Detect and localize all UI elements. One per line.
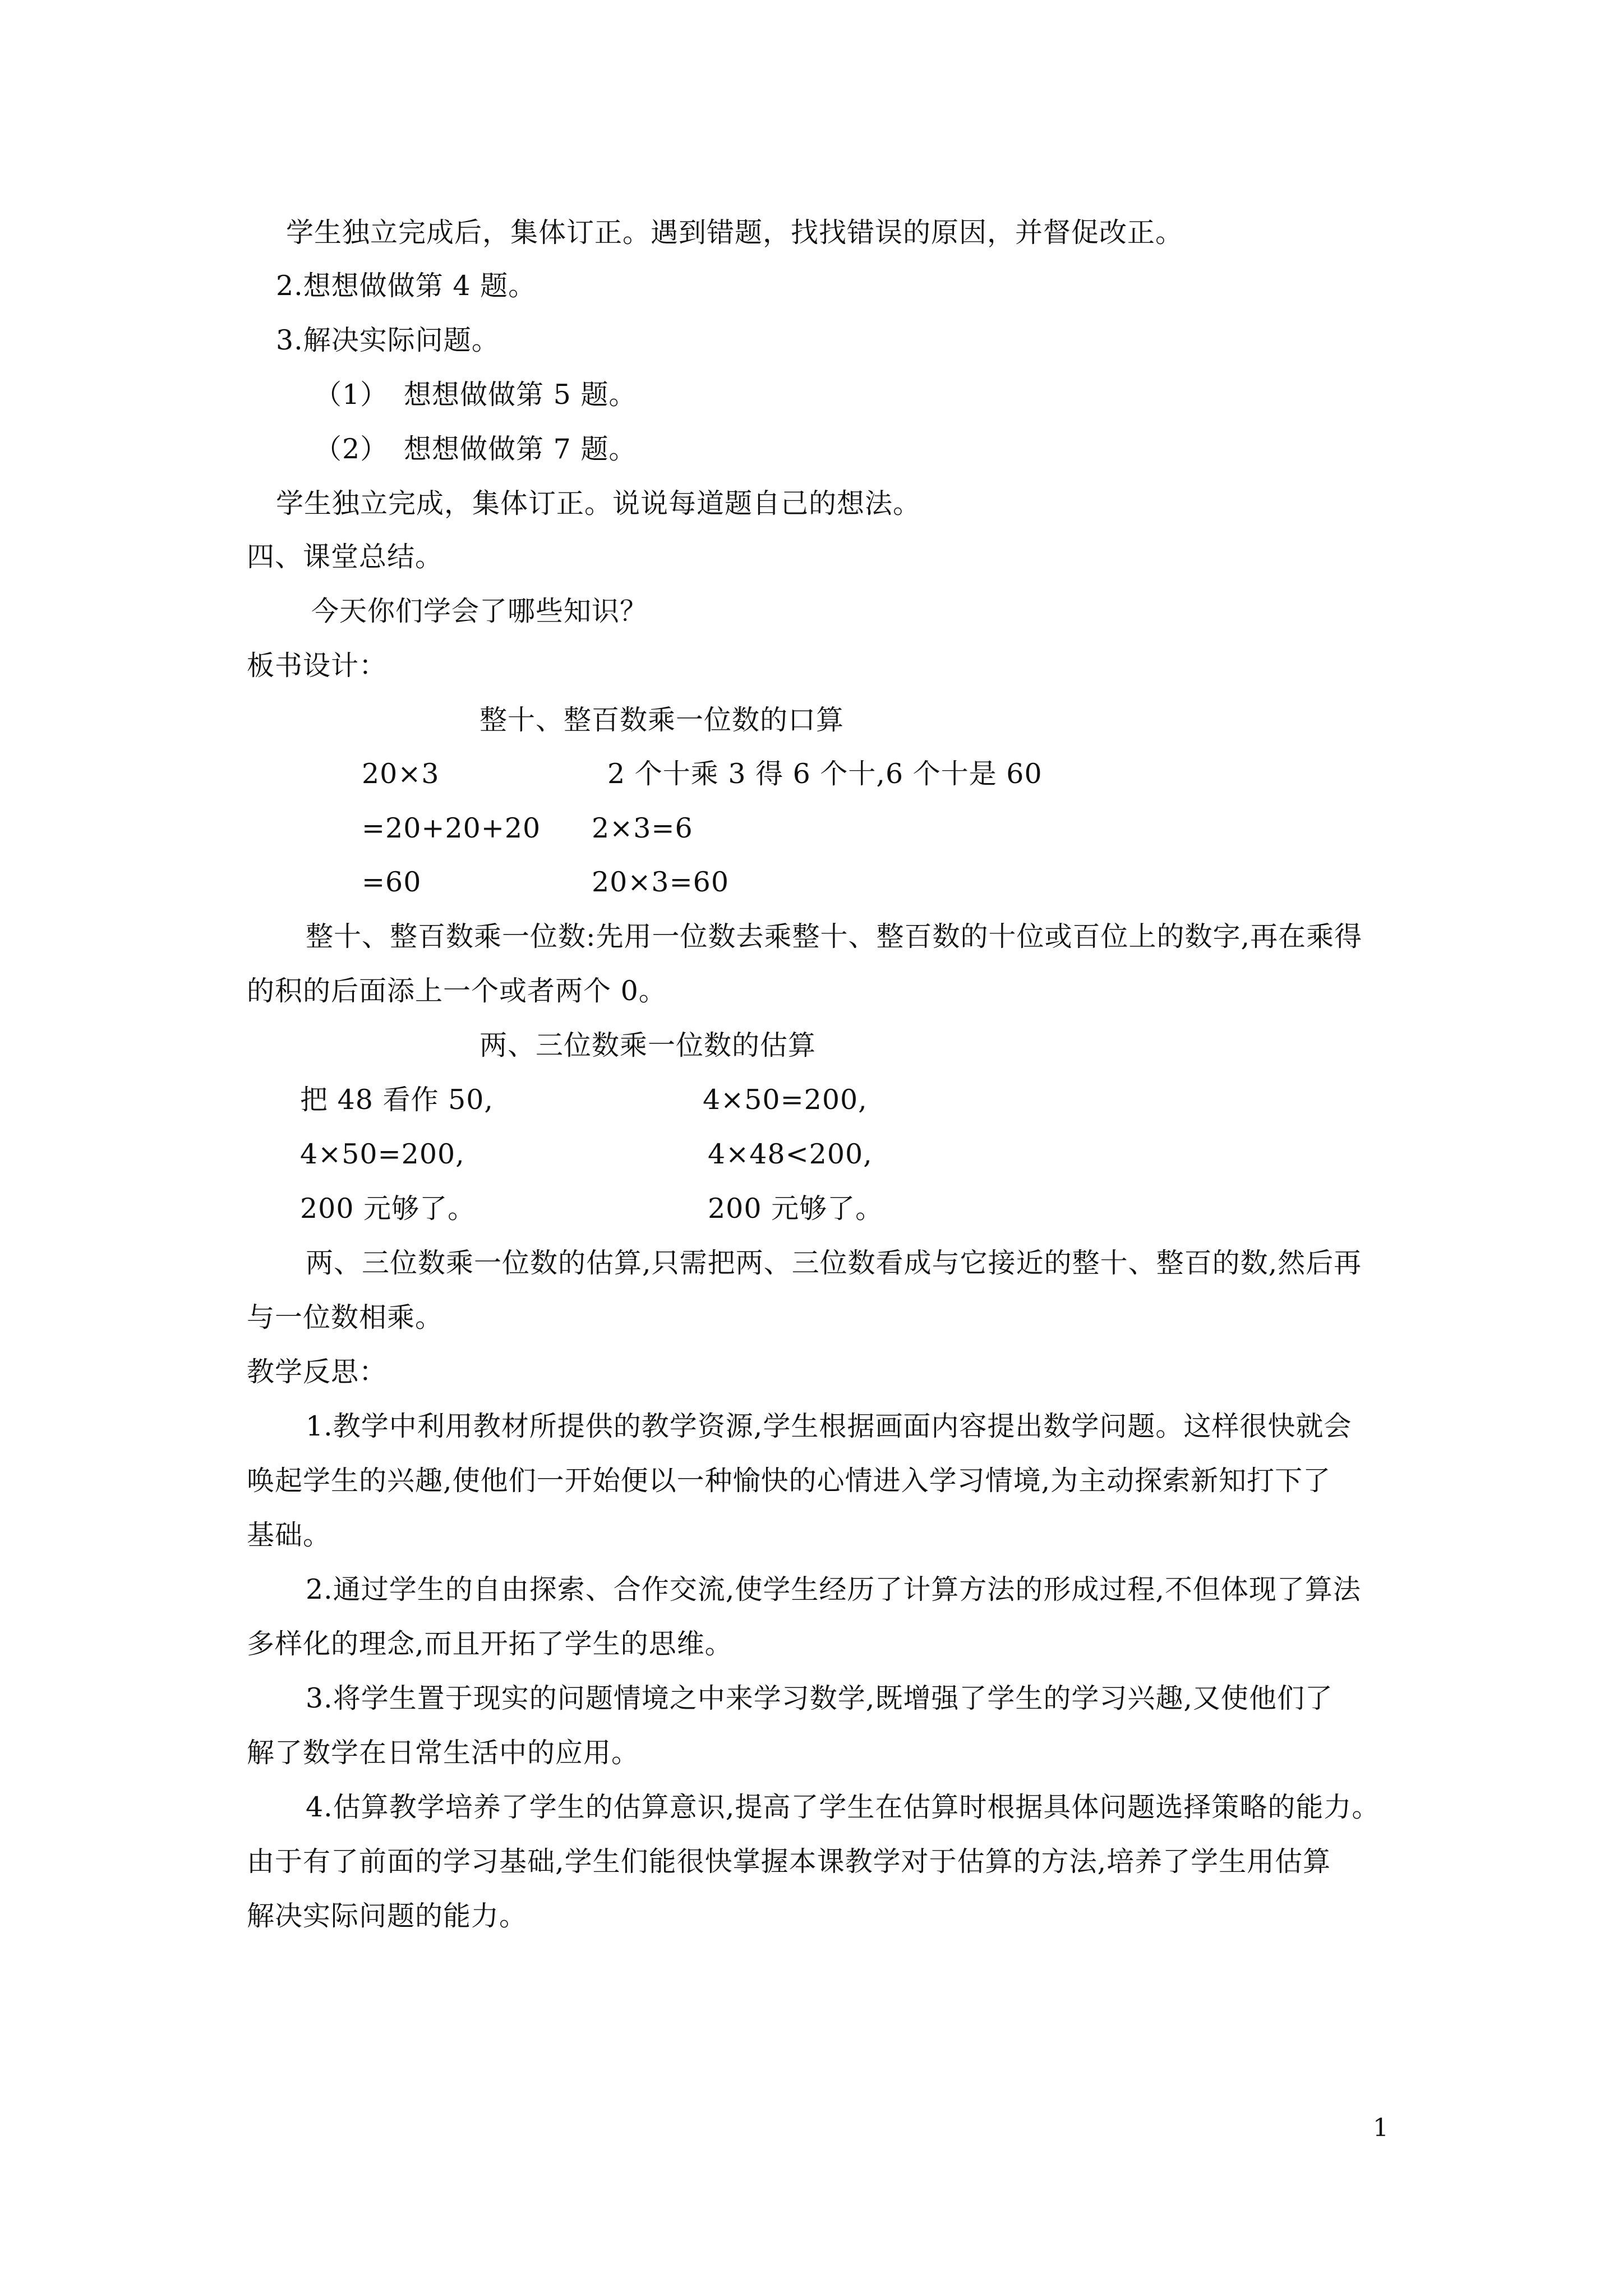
list-item: 2.想想做做第 4 题。	[276, 270, 537, 302]
calc-explanation: 20×3=60	[592, 866, 729, 898]
sub-item-text: 想想做做第 5 题。	[404, 379, 637, 411]
reflection-line: 基础。	[247, 1519, 331, 1551]
calc-explanation: 2 个十乘 3 得 6 个十,6 个十是 60	[607, 758, 1043, 790]
reflection-line: 3.将学生置于现实的问题情境之中来学习数学,既增强了学生的学习兴趣,又使他们了	[306, 1682, 1333, 1714]
calc-step: =60	[362, 866, 422, 898]
paragraph-line: 学生独立完成后，集体订正。遇到错题，找找错误的原因，并督促改正。	[286, 217, 1184, 249]
rule-text: 的积的后面添上一个或者两个 0。	[247, 975, 667, 1007]
reflection-line: 4.估算教学培养了学生的估算意识,提高了学生在估算时根据具体问题选择策略的能力。	[306, 1791, 1380, 1823]
section-heading: 四、课堂总结。	[247, 541, 444, 573]
section-heading: 教学反思：	[247, 1356, 388, 1388]
reflection-line: 解决实际问题的能力。	[247, 1900, 528, 1932]
rule-text: 与一位数相乘。	[247, 1301, 444, 1333]
estimate-step: 把 48 看作 50,	[300, 1084, 494, 1116]
calc-step: =20+20+20	[362, 812, 541, 844]
list-item: 3.解决实际问题。	[276, 324, 500, 356]
sub-item-number: （2）	[314, 433, 389, 465]
reflection-line: 1.教学中利用教材所提供的教学资源,学生根据画面内容提出数学问题。这样很快就会	[306, 1410, 1352, 1442]
section-heading: 板书设计：	[247, 650, 388, 682]
estimate-step: 4×48<200,	[708, 1138, 873, 1170]
reflection-line: 多样化的理念,而且开拓了学生的思维。	[247, 1628, 733, 1660]
paragraph-line: 今天你们学会了哪些知识？	[311, 595, 648, 627]
sub-item-number: （1）	[314, 379, 389, 411]
reflection-line: 由于有了前面的学习基础,学生们能很快掌握本课教学对于估算的方法,培养了学生用估算	[247, 1846, 1331, 1878]
paragraph-line: 学生独立完成，集体订正。说说每道题自己的想法。	[276, 487, 921, 519]
rule-text: 两、三位数乘一位数的估算,只需把两、三位数看成与它接近的整十、整百的数,然后再	[306, 1247, 1362, 1279]
sub-item-text: 想想做做第 7 题。	[404, 433, 637, 465]
estimate-step: 4×50=200,	[300, 1138, 465, 1170]
estimate-step: 200 元够了。	[708, 1193, 884, 1225]
calc-explanation: 2×3=6	[592, 812, 693, 844]
calc-step: 20×3	[362, 758, 440, 790]
estimate-step: 200 元够了。	[300, 1193, 476, 1225]
estimate-step: 4×50=200,	[703, 1084, 868, 1116]
rule-text: 整十、整百数乘一位数:先用一位数去乘整十、整百数的十位或百位上的数字,再在乘得	[306, 921, 1363, 953]
page-number: 1	[1373, 2114, 1389, 2142]
reflection-line: 2.通过学生的自由探索、合作交流,使学生经历了计算方法的形成过程,不但体现了算法	[306, 1573, 1361, 1605]
reflection-line: 唤起学生的兴趣,使他们一开始便以一种愉快的心情进入学习情境,为主动探索新知打下了	[247, 1465, 1331, 1497]
reflection-line: 解了数学在日常生活中的应用。	[247, 1737, 640, 1769]
board-title: 两、三位数乘一位数的估算	[479, 1029, 817, 1061]
board-title: 整十、整百数乘一位数的口算	[479, 704, 845, 736]
